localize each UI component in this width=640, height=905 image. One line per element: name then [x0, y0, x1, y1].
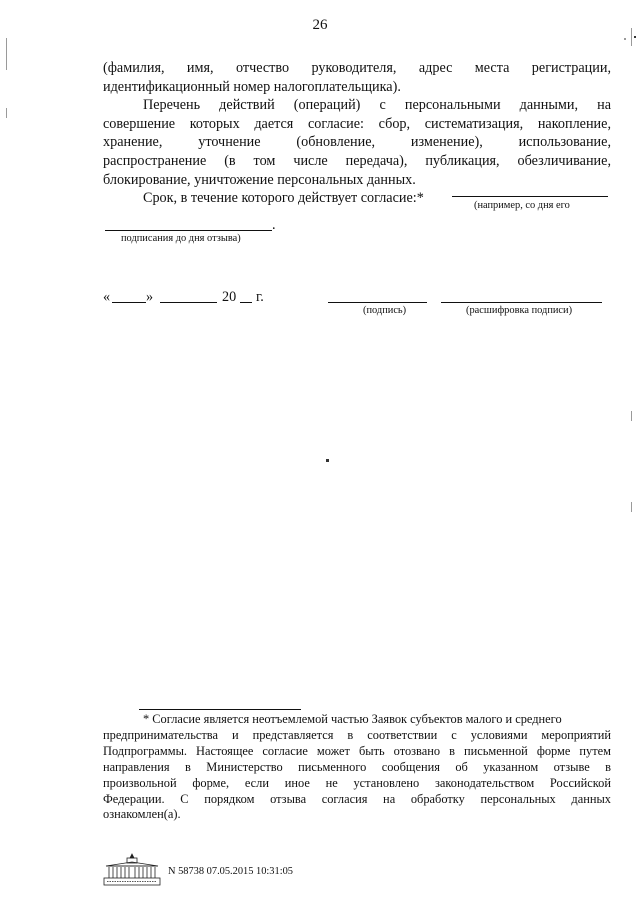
- footnote-divider: [139, 709, 301, 710]
- date-month-field[interactable]: [160, 302, 217, 303]
- consent-term-hint: (например, со дня его: [474, 200, 570, 211]
- consent-term-hint-continued: подписания до дня отзыва): [121, 233, 241, 244]
- scan-margin-mark: [631, 411, 632, 421]
- footnote: [103, 712, 611, 823]
- body-line: (фамилия, имя, отчество руководителя, адрес места регистрации,: [103, 60, 611, 76]
- scan-speck: [634, 36, 636, 38]
- footnote-line: Подпрограммы. Настоящее согласие может быть отозвано в письменной форме путем: [103, 743, 611, 758]
- signature-field[interactable]: [328, 302, 427, 303]
- scan-margin-mark: [624, 38, 626, 40]
- body-line: хранение, уточнение (обновление, изменение), использование,: [103, 134, 611, 151]
- body-line: идентификационный номер налогоплательщика).: [103, 78, 401, 95]
- footnote-line: Федерации. С порядком отзыва согласия на обработку персональных данных: [103, 791, 611, 806]
- signature-caption: (подпись): [363, 305, 407, 316]
- term-end-period: .: [272, 217, 276, 233]
- scan-margin-mark: [6, 108, 7, 118]
- date-open-quote: «: [103, 289, 111, 305]
- footnote-line: ознакомлен(а).: [103, 807, 181, 822]
- date-year-suffix: г.: [256, 289, 264, 305]
- consent-term-label: Срок, в течение которого действует согласие:*: [143, 190, 424, 207]
- registration-number: N 58738 07.05.2015 10:31:05: [168, 866, 293, 877]
- scan-margin-mark: [631, 502, 632, 512]
- body-line: блокирование, уничтожение персональных данных.: [103, 171, 416, 188]
- footnote-line: * Согласие является неотъемлемой частью Заявок субъектов малого и среднего: [143, 712, 562, 726]
- signature-decoding-caption: (расшифровка подписи): [466, 305, 573, 316]
- date-year-prefix: 20: [222, 289, 237, 305]
- scan-speck: [326, 459, 329, 462]
- consent-term-field[interactable]: [452, 196, 608, 197]
- footnote-line: произвольной форме, если иное не установлено законодательством Российской: [103, 775, 611, 790]
- date-year-field[interactable]: [240, 302, 252, 303]
- body-line: распространение (в том числе передача), публикация, обезличивание,: [103, 152, 611, 169]
- footnote-line: направления в Министерство письменного сообщения об указанном отзыве в: [103, 759, 611, 774]
- signature-decoding-field[interactable]: [441, 302, 602, 303]
- government-building-stamp-icon: [103, 852, 161, 886]
- page-number: 26: [312, 17, 328, 33]
- date-day-field[interactable]: [112, 302, 146, 303]
- scan-margin-mark: [6, 38, 7, 70]
- consent-body-text: [103, 59, 611, 208]
- date-close-quote: »: [146, 289, 154, 305]
- body-line: совершение которых дается согласие: сбор, систематизация, накопление,: [103, 115, 611, 132]
- consent-term-field-continued[interactable]: [105, 230, 272, 231]
- footnote-line: предпринимательства и представляется в соответствии с условиями мероприятий: [103, 727, 611, 742]
- body-line: Перечень действий (операций) с персональными данными, на: [143, 97, 611, 114]
